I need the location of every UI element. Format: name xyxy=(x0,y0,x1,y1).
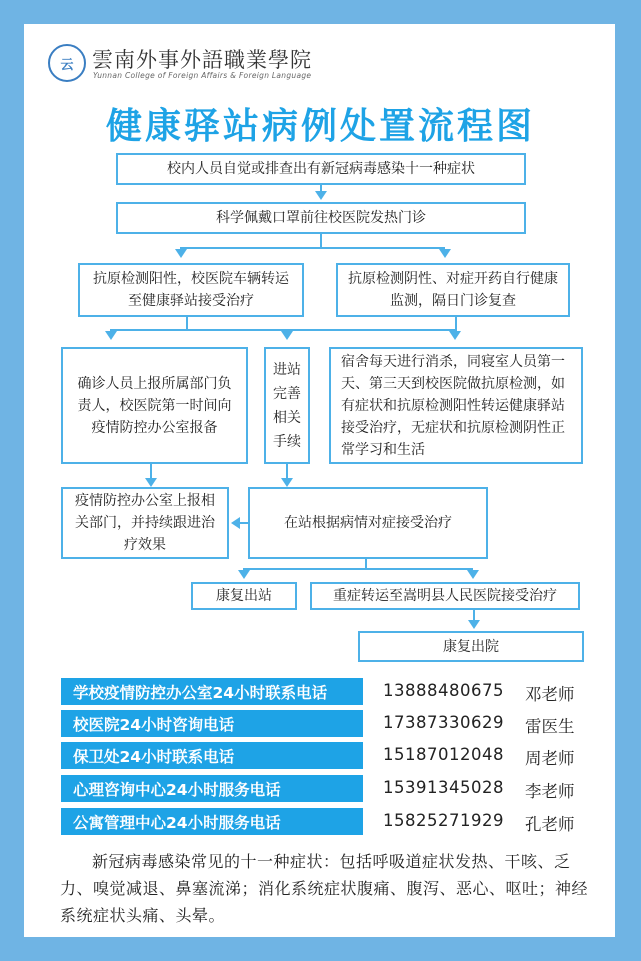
contact-person: 周老师 xyxy=(525,749,575,768)
contact-phone[interactable]: 15187012048 xyxy=(383,745,504,764)
contact-person: 邓老师 xyxy=(525,685,575,704)
contact-phone[interactable]: 15825271929 xyxy=(383,811,504,830)
flow-antigen-negative: 抗原检测阴性、对症开药自行健康监测，隔日门诊复查 xyxy=(336,263,570,317)
flow-step-symptoms: 校内人员自觉或排查出有新冠病毒感染十一种症状 xyxy=(116,153,526,185)
flow-report: 确诊人员上报所属部门负责人，校医院第一时间向疫情防控办公室报备 xyxy=(61,347,248,464)
contact-phone[interactable]: 17387330629 xyxy=(383,713,504,732)
flow-severe-transfer: 重症转运至嵩明县人民医院接受治疗 xyxy=(310,582,580,610)
arrow-down-icon xyxy=(281,331,293,340)
connector-line xyxy=(320,185,322,192)
contact-label: 心理咨询中心24小时服务电话 xyxy=(61,775,363,802)
connector-line xyxy=(320,234,322,248)
college-name: 雲南外事外語職業學院 xyxy=(92,48,312,72)
flow-dorm-disinfection: 宿舍每天进行消杀，同寝室人员第一天、第三天到校医院做抗原检测，如有症状和抗原检测阳性转运健康驿站接受治疗，无症状和抗原检测阴性正常学习和生活 xyxy=(329,347,583,464)
arrow-down-icon xyxy=(315,191,327,200)
arrow-down-icon xyxy=(281,478,293,487)
arrow-down-icon xyxy=(105,331,117,340)
contact-phone[interactable]: 15391345028 xyxy=(383,778,504,797)
flow-admission: 进站完善相关手续 xyxy=(264,347,310,464)
flow-antigen-positive: 抗原检测阳性，校医院车辆转运至健康驿站接受治疗 xyxy=(78,263,304,317)
contact-label: 学校疫情防控办公室24小时联系电话 xyxy=(61,678,363,705)
connector-line xyxy=(238,522,248,524)
contact-label: 公寓管理中心24小时服务电话 xyxy=(61,808,363,835)
flow-treatment: 在站根据病情对症接受治疗 xyxy=(248,487,488,559)
flow-step-clinic: 科学佩戴口罩前往校医院发热门诊 xyxy=(116,202,526,234)
contact-label: 校医院24小时咨询电话 xyxy=(61,710,363,737)
arrow-down-icon xyxy=(145,478,157,487)
arrow-down-icon xyxy=(467,570,479,579)
contact-person: 雷医生 xyxy=(525,717,575,736)
connector-line xyxy=(455,317,457,331)
contact-phone[interactable]: 13888480675 xyxy=(383,681,504,700)
flow-recover-hospital: 康复出院 xyxy=(358,631,584,662)
flow-recover-station: 康复出站 xyxy=(191,582,297,610)
arrow-down-icon xyxy=(175,249,187,258)
connector-line xyxy=(243,568,473,570)
arrow-down-icon xyxy=(449,331,461,340)
arrow-down-icon xyxy=(439,249,451,258)
connector-line xyxy=(473,610,475,620)
symptoms-note: 新冠病毒感染常见的十一种症状：包括呼吸道症状发热、干咳、乏力、嗅觉减退、鼻塞流涕；消化系统症状腹痛、腹泻、恶心、呕吐；神经系统症状头痛、头晕。 xyxy=(60,852,589,925)
arrow-down-icon xyxy=(238,570,250,579)
connector-line xyxy=(180,247,445,249)
contact-label: 保卫处24小时联系电话 xyxy=(61,742,363,769)
college-logo-icon: 云 xyxy=(48,44,86,82)
college-name-en: Yunnan College of Foreign Affairs & Foreign Language xyxy=(93,71,312,80)
flow-followup: 疫情防控办公室上报相关部门，并持续跟进治疗效果 xyxy=(61,487,229,559)
arrow-down-icon xyxy=(468,620,480,629)
contact-person: 孔老师 xyxy=(525,815,575,834)
contact-person: 李老师 xyxy=(525,782,575,801)
page-title: 健康驿站病例处置流程图 xyxy=(105,106,535,147)
